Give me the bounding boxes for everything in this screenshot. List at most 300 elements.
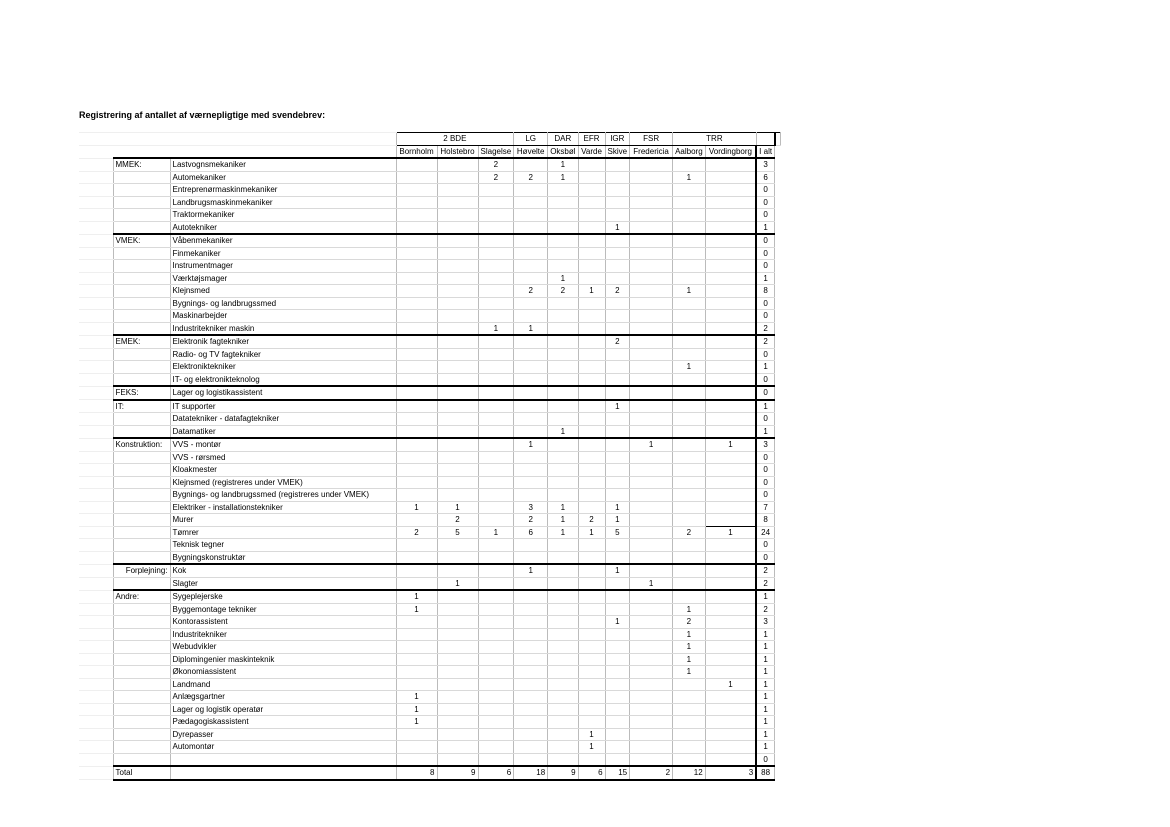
count-cell[interactable] xyxy=(605,603,630,616)
count-cell[interactable] xyxy=(437,400,478,413)
count-cell[interactable] xyxy=(705,603,756,616)
count-cell[interactable] xyxy=(478,234,514,247)
count-cell[interactable] xyxy=(548,590,578,603)
count-cell[interactable] xyxy=(705,322,756,335)
count-cell[interactable] xyxy=(478,514,514,527)
count-cell[interactable] xyxy=(548,297,578,310)
count-cell[interactable] xyxy=(437,247,478,260)
count-cell[interactable] xyxy=(514,234,548,247)
count-cell[interactable]: 2 xyxy=(673,616,706,629)
count-cell[interactable]: 1 xyxy=(514,564,548,577)
count-cell[interactable] xyxy=(437,628,478,641)
count-cell[interactable]: 1 xyxy=(605,221,630,234)
count-cell[interactable] xyxy=(396,564,437,577)
count-cell[interactable] xyxy=(514,728,548,741)
count-cell[interactable] xyxy=(705,489,756,502)
count-cell[interactable] xyxy=(673,464,706,477)
count-cell[interactable] xyxy=(478,590,514,603)
count-cell[interactable] xyxy=(396,666,437,679)
count-cell[interactable] xyxy=(578,539,605,552)
count-cell[interactable]: 1 xyxy=(605,501,630,514)
count-cell[interactable] xyxy=(514,464,548,477)
count-cell[interactable] xyxy=(478,464,514,477)
count-cell[interactable]: 1 xyxy=(705,526,756,539)
count-cell[interactable] xyxy=(705,551,756,564)
count-cell[interactable]: 2 xyxy=(396,526,437,539)
count-cell[interactable]: 1 xyxy=(514,322,548,335)
count-cell[interactable] xyxy=(548,322,578,335)
count-cell[interactable] xyxy=(705,373,756,386)
count-cell[interactable] xyxy=(673,476,706,489)
count-cell[interactable] xyxy=(437,716,478,729)
count-cell[interactable] xyxy=(396,400,437,413)
count-cell[interactable] xyxy=(605,653,630,666)
count-cell[interactable] xyxy=(705,451,756,464)
count-cell[interactable] xyxy=(478,272,514,285)
count-cell[interactable] xyxy=(548,489,578,502)
count-cell[interactable] xyxy=(630,641,673,654)
count-cell[interactable]: 2 xyxy=(514,514,548,527)
count-cell[interactable] xyxy=(605,666,630,679)
count-cell[interactable] xyxy=(478,438,514,451)
count-cell[interactable] xyxy=(478,489,514,502)
count-cell[interactable] xyxy=(578,691,605,704)
count-cell[interactable] xyxy=(396,577,437,590)
count-cell[interactable]: 1 xyxy=(548,425,578,438)
count-cell[interactable] xyxy=(705,577,756,590)
count-cell[interactable] xyxy=(578,297,605,310)
count-cell[interactable] xyxy=(705,386,756,400)
count-cell[interactable] xyxy=(396,221,437,234)
count-cell[interactable] xyxy=(605,716,630,729)
count-cell[interactable] xyxy=(705,413,756,426)
count-cell[interactable] xyxy=(437,464,478,477)
count-cell[interactable] xyxy=(630,464,673,477)
count-cell[interactable] xyxy=(437,666,478,679)
count-cell[interactable] xyxy=(705,297,756,310)
count-cell[interactable] xyxy=(705,590,756,603)
count-cell[interactable]: 1 xyxy=(578,285,605,298)
count-cell[interactable]: 1 xyxy=(548,514,578,527)
count-cell[interactable]: 1 xyxy=(605,616,630,629)
count-cell[interactable] xyxy=(514,666,548,679)
count-cell[interactable] xyxy=(478,196,514,209)
count-cell[interactable] xyxy=(578,577,605,590)
count-cell[interactable]: 1 xyxy=(548,272,578,285)
count-cell[interactable] xyxy=(630,741,673,754)
count-cell[interactable] xyxy=(673,272,706,285)
count-cell[interactable] xyxy=(705,361,756,374)
count-cell[interactable] xyxy=(630,551,673,564)
count-cell[interactable] xyxy=(396,413,437,426)
count-cell[interactable] xyxy=(673,703,706,716)
count-cell[interactable] xyxy=(630,221,673,234)
count-cell[interactable]: 1 xyxy=(396,703,437,716)
count-cell[interactable] xyxy=(673,564,706,577)
count-cell[interactable] xyxy=(514,539,548,552)
count-cell[interactable] xyxy=(605,691,630,704)
count-cell[interactable] xyxy=(578,310,605,323)
count-cell[interactable]: 1 xyxy=(548,158,578,171)
count-cell[interactable] xyxy=(478,386,514,400)
count-cell[interactable] xyxy=(630,196,673,209)
count-cell[interactable] xyxy=(705,196,756,209)
count-cell[interactable] xyxy=(673,348,706,361)
count-cell[interactable] xyxy=(605,577,630,590)
count-cell[interactable] xyxy=(396,196,437,209)
count-cell[interactable] xyxy=(548,564,578,577)
count-cell[interactable] xyxy=(605,196,630,209)
count-cell[interactable] xyxy=(514,641,548,654)
count-cell[interactable] xyxy=(605,247,630,260)
count-cell[interactable] xyxy=(605,476,630,489)
count-cell[interactable] xyxy=(548,221,578,234)
count-cell[interactable] xyxy=(605,628,630,641)
count-cell[interactable] xyxy=(673,386,706,400)
count-cell[interactable] xyxy=(630,272,673,285)
count-cell[interactable] xyxy=(548,413,578,426)
count-cell[interactable] xyxy=(673,741,706,754)
count-cell[interactable]: 1 xyxy=(396,691,437,704)
count-cell[interactable]: 2 xyxy=(605,335,630,348)
count-cell[interactable]: 1 xyxy=(673,653,706,666)
count-cell[interactable] xyxy=(578,653,605,666)
count-cell[interactable] xyxy=(437,691,478,704)
count-cell[interactable] xyxy=(437,728,478,741)
count-cell[interactable] xyxy=(548,400,578,413)
count-cell[interactable] xyxy=(705,741,756,754)
count-cell[interactable] xyxy=(514,335,548,348)
count-cell[interactable] xyxy=(437,438,478,451)
count-cell[interactable] xyxy=(514,489,548,502)
count-cell[interactable] xyxy=(514,297,548,310)
count-cell[interactable] xyxy=(478,678,514,691)
count-cell[interactable]: 1 xyxy=(548,171,578,184)
count-cell[interactable] xyxy=(478,716,514,729)
count-cell[interactable] xyxy=(630,728,673,741)
count-cell[interactable] xyxy=(396,386,437,400)
count-cell[interactable] xyxy=(548,451,578,464)
count-cell[interactable] xyxy=(673,221,706,234)
count-cell[interactable] xyxy=(437,564,478,577)
count-cell[interactable] xyxy=(630,285,673,298)
count-cell[interactable] xyxy=(605,184,630,197)
count-cell[interactable] xyxy=(578,272,605,285)
count-cell[interactable] xyxy=(630,703,673,716)
count-cell[interactable]: 2 xyxy=(605,285,630,298)
count-cell[interactable]: 2 xyxy=(514,171,548,184)
count-cell[interactable] xyxy=(630,691,673,704)
count-cell[interactable] xyxy=(705,514,756,527)
count-cell[interactable] xyxy=(705,728,756,741)
count-cell[interactable] xyxy=(514,678,548,691)
count-cell[interactable] xyxy=(437,386,478,400)
count-cell[interactable] xyxy=(437,753,478,766)
count-cell[interactable] xyxy=(478,221,514,234)
count-cell[interactable] xyxy=(605,413,630,426)
count-cell[interactable] xyxy=(673,413,706,426)
count-cell[interactable] xyxy=(548,335,578,348)
count-cell[interactable] xyxy=(605,590,630,603)
count-cell[interactable] xyxy=(605,260,630,273)
count-cell[interactable] xyxy=(437,158,478,171)
count-cell[interactable] xyxy=(514,616,548,629)
count-cell[interactable] xyxy=(514,348,548,361)
count-cell[interactable] xyxy=(396,247,437,260)
count-cell[interactable] xyxy=(478,297,514,310)
count-cell[interactable] xyxy=(630,209,673,222)
count-cell[interactable] xyxy=(548,348,578,361)
count-cell[interactable] xyxy=(396,260,437,273)
count-cell[interactable] xyxy=(514,400,548,413)
count-cell[interactable] xyxy=(630,413,673,426)
count-cell[interactable] xyxy=(548,310,578,323)
count-cell[interactable] xyxy=(478,539,514,552)
count-cell[interactable] xyxy=(437,260,478,273)
count-cell[interactable] xyxy=(437,603,478,616)
count-cell[interactable] xyxy=(673,184,706,197)
count-cell[interactable] xyxy=(437,234,478,247)
count-cell[interactable] xyxy=(548,666,578,679)
count-cell[interactable] xyxy=(578,247,605,260)
count-cell[interactable] xyxy=(514,425,548,438)
count-cell[interactable] xyxy=(605,425,630,438)
count-cell[interactable] xyxy=(630,753,673,766)
count-cell[interactable]: 1 xyxy=(478,322,514,335)
count-cell[interactable] xyxy=(478,666,514,679)
count-cell[interactable] xyxy=(605,310,630,323)
count-cell[interactable] xyxy=(478,361,514,374)
count-cell[interactable] xyxy=(514,373,548,386)
count-cell[interactable] xyxy=(605,728,630,741)
count-cell[interactable]: 6 xyxy=(514,526,548,539)
count-cell[interactable] xyxy=(478,653,514,666)
count-cell[interactable]: 2 xyxy=(478,171,514,184)
count-cell[interactable] xyxy=(630,666,673,679)
count-cell[interactable] xyxy=(548,373,578,386)
count-cell[interactable] xyxy=(514,361,548,374)
count-cell[interactable] xyxy=(548,476,578,489)
count-cell[interactable] xyxy=(630,234,673,247)
count-cell[interactable] xyxy=(705,184,756,197)
count-cell[interactable] xyxy=(673,400,706,413)
count-cell[interactable] xyxy=(437,678,478,691)
count-cell[interactable] xyxy=(630,400,673,413)
count-cell[interactable] xyxy=(705,247,756,260)
count-cell[interactable] xyxy=(514,451,548,464)
count-cell[interactable]: 1 xyxy=(396,501,437,514)
count-cell[interactable] xyxy=(478,260,514,273)
count-cell[interactable] xyxy=(548,260,578,273)
count-cell[interactable] xyxy=(478,564,514,577)
count-cell[interactable] xyxy=(396,539,437,552)
count-cell[interactable]: 1 xyxy=(630,577,673,590)
count-cell[interactable] xyxy=(605,386,630,400)
count-cell[interactable] xyxy=(548,361,578,374)
count-cell[interactable] xyxy=(605,539,630,552)
count-cell[interactable] xyxy=(578,678,605,691)
count-cell[interactable] xyxy=(673,590,706,603)
count-cell[interactable] xyxy=(705,666,756,679)
count-cell[interactable] xyxy=(548,741,578,754)
count-cell[interactable] xyxy=(578,335,605,348)
count-cell[interactable] xyxy=(437,209,478,222)
count-cell[interactable] xyxy=(673,196,706,209)
count-cell[interactable] xyxy=(514,260,548,273)
count-cell[interactable] xyxy=(673,335,706,348)
count-cell[interactable] xyxy=(578,564,605,577)
count-cell[interactable]: 1 xyxy=(605,400,630,413)
count-cell[interactable] xyxy=(514,577,548,590)
count-cell[interactable]: 1 xyxy=(673,603,706,616)
count-cell[interactable] xyxy=(396,616,437,629)
count-cell[interactable] xyxy=(396,272,437,285)
count-cell[interactable] xyxy=(673,489,706,502)
count-cell[interactable] xyxy=(514,741,548,754)
count-cell[interactable] xyxy=(548,539,578,552)
count-cell[interactable] xyxy=(396,209,437,222)
count-cell[interactable] xyxy=(673,260,706,273)
count-cell[interactable] xyxy=(630,716,673,729)
count-cell[interactable] xyxy=(578,361,605,374)
count-cell[interactable] xyxy=(396,171,437,184)
count-cell[interactable] xyxy=(705,539,756,552)
count-cell[interactable] xyxy=(396,438,437,451)
count-cell[interactable]: 1 xyxy=(437,577,478,590)
count-cell[interactable] xyxy=(578,158,605,171)
count-cell[interactable] xyxy=(478,400,514,413)
count-cell[interactable]: 2 xyxy=(673,526,706,539)
count-cell[interactable]: 3 xyxy=(514,501,548,514)
count-cell[interactable] xyxy=(478,628,514,641)
count-cell[interactable] xyxy=(437,539,478,552)
count-cell[interactable] xyxy=(578,464,605,477)
count-cell[interactable] xyxy=(478,691,514,704)
count-cell[interactable] xyxy=(437,641,478,654)
count-cell[interactable]: 1 xyxy=(396,590,437,603)
count-cell[interactable] xyxy=(548,438,578,451)
count-cell[interactable] xyxy=(630,603,673,616)
count-cell[interactable] xyxy=(605,703,630,716)
count-cell[interactable] xyxy=(548,641,578,654)
count-cell[interactable] xyxy=(437,703,478,716)
count-cell[interactable] xyxy=(578,413,605,426)
count-cell[interactable] xyxy=(437,590,478,603)
count-cell[interactable] xyxy=(705,564,756,577)
count-cell[interactable] xyxy=(548,691,578,704)
count-cell[interactable] xyxy=(705,641,756,654)
count-cell[interactable] xyxy=(705,628,756,641)
count-cell[interactable] xyxy=(705,703,756,716)
count-cell[interactable] xyxy=(396,653,437,666)
count-cell[interactable] xyxy=(396,451,437,464)
count-cell[interactable] xyxy=(705,209,756,222)
count-cell[interactable] xyxy=(548,716,578,729)
count-cell[interactable] xyxy=(396,741,437,754)
count-cell[interactable] xyxy=(514,551,548,564)
count-cell[interactable] xyxy=(705,716,756,729)
count-cell[interactable] xyxy=(514,247,548,260)
count-cell[interactable] xyxy=(548,464,578,477)
count-cell[interactable] xyxy=(673,438,706,451)
count-cell[interactable]: 1 xyxy=(673,666,706,679)
count-cell[interactable] xyxy=(514,628,548,641)
count-cell[interactable] xyxy=(396,641,437,654)
count-cell[interactable] xyxy=(630,628,673,641)
count-cell[interactable]: 1 xyxy=(705,678,756,691)
count-cell[interactable] xyxy=(630,590,673,603)
count-cell[interactable]: 2 xyxy=(548,285,578,298)
count-cell[interactable] xyxy=(478,425,514,438)
count-cell[interactable] xyxy=(578,489,605,502)
count-cell[interactable] xyxy=(478,348,514,361)
count-cell[interactable] xyxy=(630,476,673,489)
count-cell[interactable] xyxy=(605,361,630,374)
count-cell[interactable] xyxy=(437,451,478,464)
count-cell[interactable] xyxy=(578,196,605,209)
count-cell[interactable] xyxy=(605,741,630,754)
count-cell[interactable] xyxy=(630,425,673,438)
count-cell[interactable] xyxy=(605,451,630,464)
count-cell[interactable] xyxy=(578,590,605,603)
count-cell[interactable] xyxy=(578,603,605,616)
count-cell[interactable] xyxy=(396,753,437,766)
count-cell[interactable] xyxy=(630,514,673,527)
count-cell[interactable] xyxy=(548,703,578,716)
count-cell[interactable] xyxy=(548,209,578,222)
count-cell[interactable] xyxy=(705,425,756,438)
count-cell[interactable] xyxy=(437,348,478,361)
count-cell[interactable] xyxy=(578,386,605,400)
count-cell[interactable] xyxy=(605,158,630,171)
count-cell[interactable] xyxy=(548,616,578,629)
count-cell[interactable] xyxy=(630,373,673,386)
count-cell[interactable] xyxy=(514,703,548,716)
count-cell[interactable]: 1 xyxy=(605,514,630,527)
count-cell[interactable] xyxy=(630,260,673,273)
count-cell[interactable] xyxy=(437,653,478,666)
count-cell[interactable] xyxy=(705,234,756,247)
count-cell[interactable] xyxy=(548,184,578,197)
count-cell[interactable] xyxy=(396,489,437,502)
count-cell[interactable] xyxy=(437,196,478,209)
count-cell[interactable] xyxy=(705,476,756,489)
count-cell[interactable] xyxy=(396,476,437,489)
count-cell[interactable] xyxy=(578,753,605,766)
count-cell[interactable] xyxy=(605,641,630,654)
count-cell[interactable] xyxy=(514,272,548,285)
count-cell[interactable] xyxy=(673,539,706,552)
count-cell[interactable] xyxy=(514,476,548,489)
count-cell[interactable] xyxy=(478,641,514,654)
count-cell[interactable]: 1 xyxy=(673,641,706,654)
count-cell[interactable] xyxy=(578,666,605,679)
count-cell[interactable] xyxy=(630,322,673,335)
count-cell[interactable] xyxy=(605,348,630,361)
count-cell[interactable]: 1 xyxy=(437,501,478,514)
count-cell[interactable] xyxy=(548,678,578,691)
count-cell[interactable] xyxy=(578,171,605,184)
count-cell[interactable] xyxy=(514,196,548,209)
count-cell[interactable] xyxy=(630,526,673,539)
count-cell[interactable] xyxy=(673,753,706,766)
count-cell[interactable]: 1 xyxy=(478,526,514,539)
count-cell[interactable] xyxy=(673,728,706,741)
count-cell[interactable] xyxy=(578,451,605,464)
count-cell[interactable] xyxy=(578,234,605,247)
count-cell[interactable]: 1 xyxy=(673,628,706,641)
count-cell[interactable] xyxy=(605,373,630,386)
